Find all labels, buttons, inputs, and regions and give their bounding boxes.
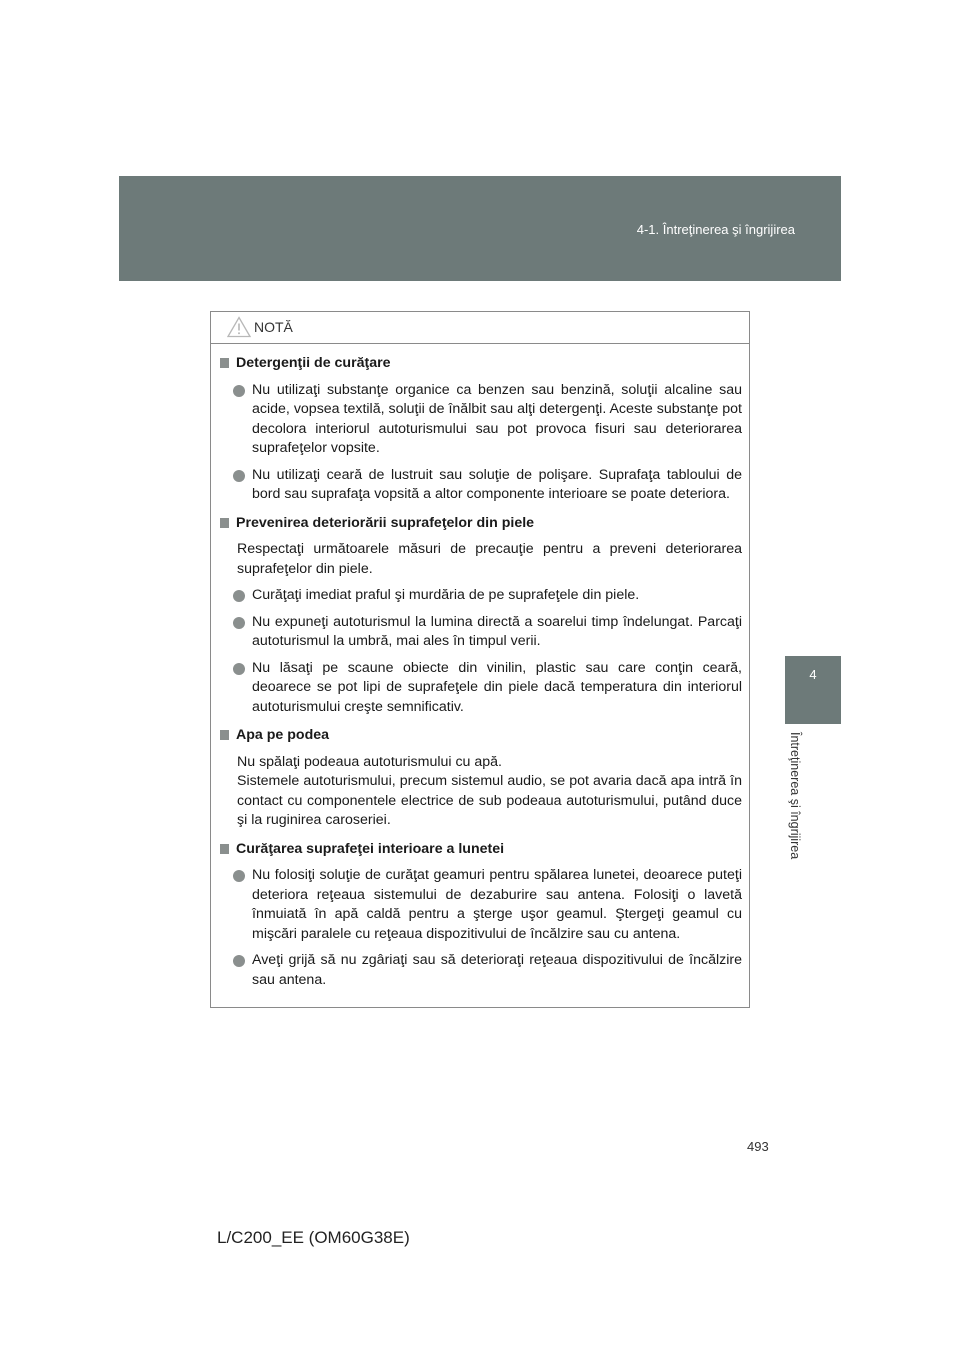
chapter-side-label: Întreţinerea şi îngrijirea [788,732,802,860]
list-item: Nu lăsaţi pe scaune obiecte din vinilin, plastic sau care conţin ceară, deoarece se pot lipi de suprafeţele din piele dacă temperatura din interiorul autoturismului creşte semnificativ. [220,659,742,718]
chapter-tab [785,656,841,724]
list-item: Nu expuneţi autoturismul la lumina directă a soarelui timp îndelungat. Parcaţi autoturismul la umbră, mai ales în timpul verii. [220,613,742,652]
bullet-dot-icon [233,663,245,675]
bullet-dot-icon [233,870,245,882]
list-item: Curăţaţi imediat praful şi murdăria de pe suprafeţele din piele. [220,586,742,606]
list-item: Aveţi grijă să nu zgâriaţi sau să deterioraţi reţeaua dispozitivului de încălzire sau antena. [220,951,742,990]
header-band [119,176,841,281]
section-intro: Respectaţi următoarele măsuri de precauţie pentru a preveni deteriorarea suprafeţelor din piele. [237,541,742,577]
section-title: Prevenirea deteriorării suprafeţelor din piele [220,514,742,534]
bullet-dot-icon [233,470,245,482]
section-title: Detergenţii de curăţare [220,354,742,374]
notice-box [210,311,750,1008]
list-item: Nu folosiţi soluţie de curăţat geamuri pentru spălarea lunetei, deoarece puteţi deteriora reţeaua sistemului de dezaburire sau antena. Folosiţi o lavetă înmuiată în apă caldă pentru a şterge uşor geamul. Ştergeţi geamul cu mişcări paralele cu reţeaua dispozitivului de încălzire sau cu antena. [220,866,742,944]
chapter-number: 4 [809,667,817,682]
square-bullet-icon [220,730,229,740]
section-paragraph: Nu spălaţi podeaua autoturismului cu apă. Sistemele autoturismului, precum sistemul audio, se pot avaria dacă apa intră în contact cu componentele electrice de sub podeaua autoturismului, putând duce şi la ruginirea caroseriei. [237,753,742,828]
notice-header [211,312,749,344]
bullet-dot-icon [233,955,245,967]
bullet-dot-icon [233,617,245,629]
notice-title: NOTĂ [254,319,293,335]
section-header-title: 4-1. Întreţinerea şi îngrijirea [636,222,795,237]
section-title: Curăţarea suprafeţei interioare a lunetei [220,840,742,860]
bullet-dot-icon [233,385,245,397]
notice-body [211,344,749,990]
square-bullet-icon [220,358,229,368]
list-item: Nu utilizaţi substanţe organice ca benzen sau benzină, soluţii alcaline sau acide, vopsea textilă, soluţii de înălbit sau alţi detergenţi. Aceste substanţe pot decolora interiorul autoturismului sau pot provoca fisuri sau deteriorarea suprafeţelor vopsite. [220,381,742,459]
warning-icon [227,316,251,338]
document-code: L/C200_EE (OM60G38E) [217,1228,410,1247]
list-item: Nu utilizaţi ceară de lustruit sau soluţie de polişare. Suprafaţa tabloului de bord sau suprafaţa vopsită a altor componente interioare se poate deteriora. [220,466,742,505]
square-bullet-icon [220,518,229,528]
square-bullet-icon [220,844,229,854]
page-number: 493 [747,1139,769,1154]
section-title: Apa pe podea [220,726,742,746]
bullet-dot-icon [233,590,245,602]
